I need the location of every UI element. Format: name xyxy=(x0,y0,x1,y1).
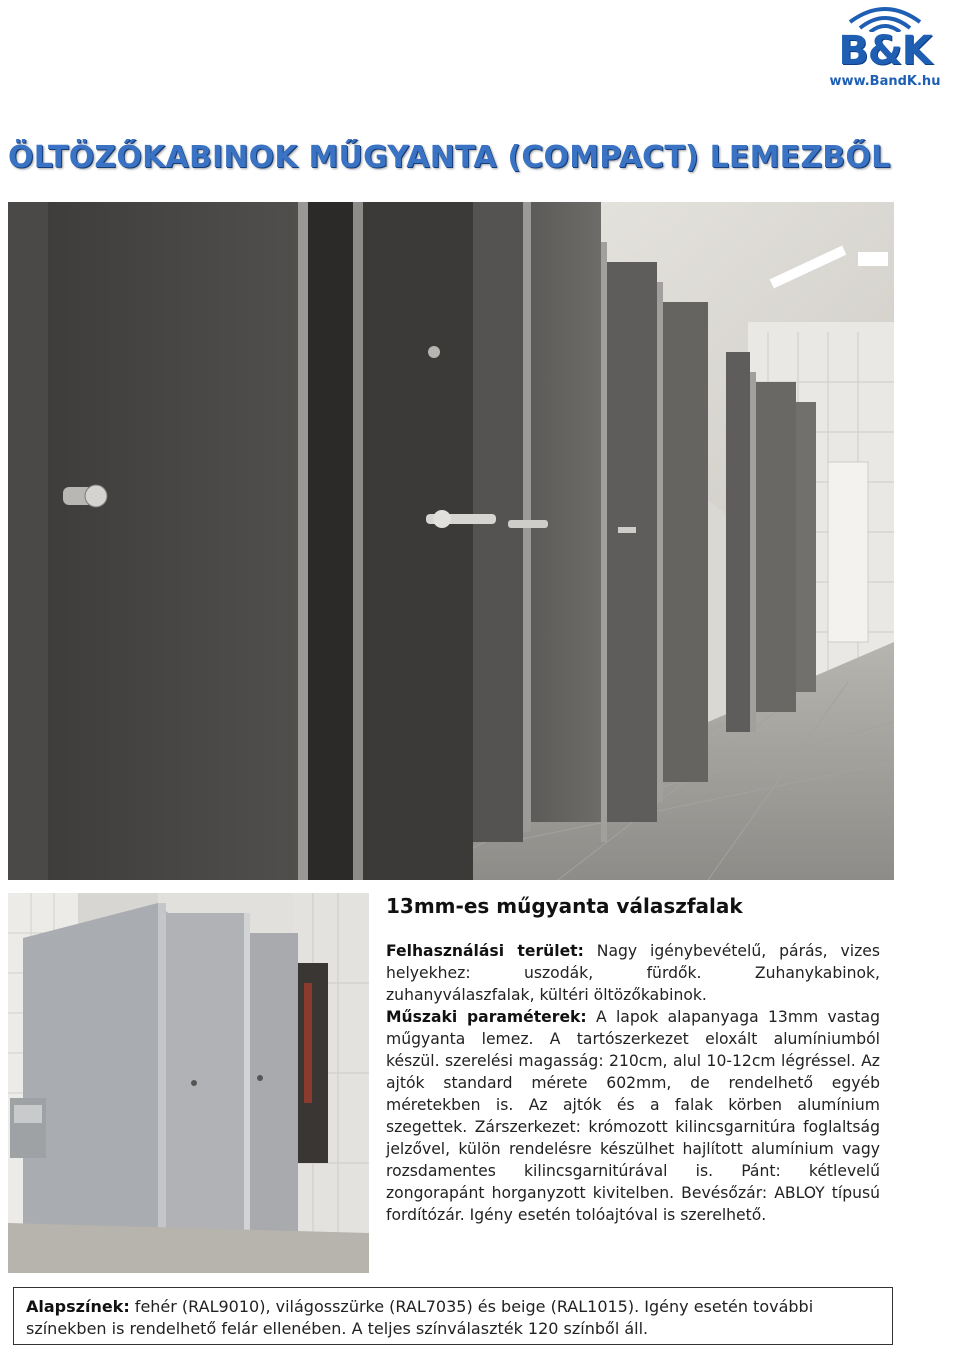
brand-name: B&K xyxy=(838,28,932,74)
page-title: ÖLTÖZŐKABINOK MŰGYANTA (COMPACT) LEMEZBŐL xyxy=(8,140,891,175)
params-text: A lapok alapanyaga 13mm vastag műgyanta lemez. A tartószerkezet eloxált alumíniumból készül. szerelési magasság: 210cm, alul 10-12cm légréssel. Az ajtók standard mérete 602mm, de rendelhető egyéb méretekben is. Az ajtók és a falak körben alumínium szegettek. Zárszerkezet: krómozott kilincsgarnitúra foglaltság jelzővel, külön rendelésre készülhet hajlított alumínium vagy rozsdamentes kilincsgarnitúrával is. Pánt: kétlevelű zongorapánt horganyzott kivitelben. Bevésőzár: ABLOY típusú fordítózár. Igény esetén tolóajtóval is szerelhető. xyxy=(386,1008,880,1224)
product-description xyxy=(386,940,880,1226)
usage-text: Nagy igénybevételű, párás, vizes helyekhez: uszodák, fürdők. Zuhanykabinok, zuhanyválaszfalak, kültéri öltözőkabinok. xyxy=(386,942,880,1004)
grey-cabin-photo xyxy=(8,893,369,1273)
cabin-corridor-photo xyxy=(8,202,894,880)
brand-logo xyxy=(820,2,950,94)
params-label: Műszaki paraméterek: xyxy=(386,1008,587,1026)
base-colors-box xyxy=(13,1287,893,1345)
colors-label: Alapszínek: xyxy=(26,1297,130,1316)
section-heading: 13mm-es műgyanta válaszfalak xyxy=(386,894,743,918)
colors-text: fehér (RAL9010), világosszürke (RAL7035) és beige (RAL1015). Igény esetén további színekben is rendelhető felár ellenében. A teljes színválaszték 120 színből áll. xyxy=(26,1297,814,1338)
usage-label: Felhasználási terület: xyxy=(386,942,584,960)
brand-url[interactable]: www.BandK.hu xyxy=(829,74,941,89)
